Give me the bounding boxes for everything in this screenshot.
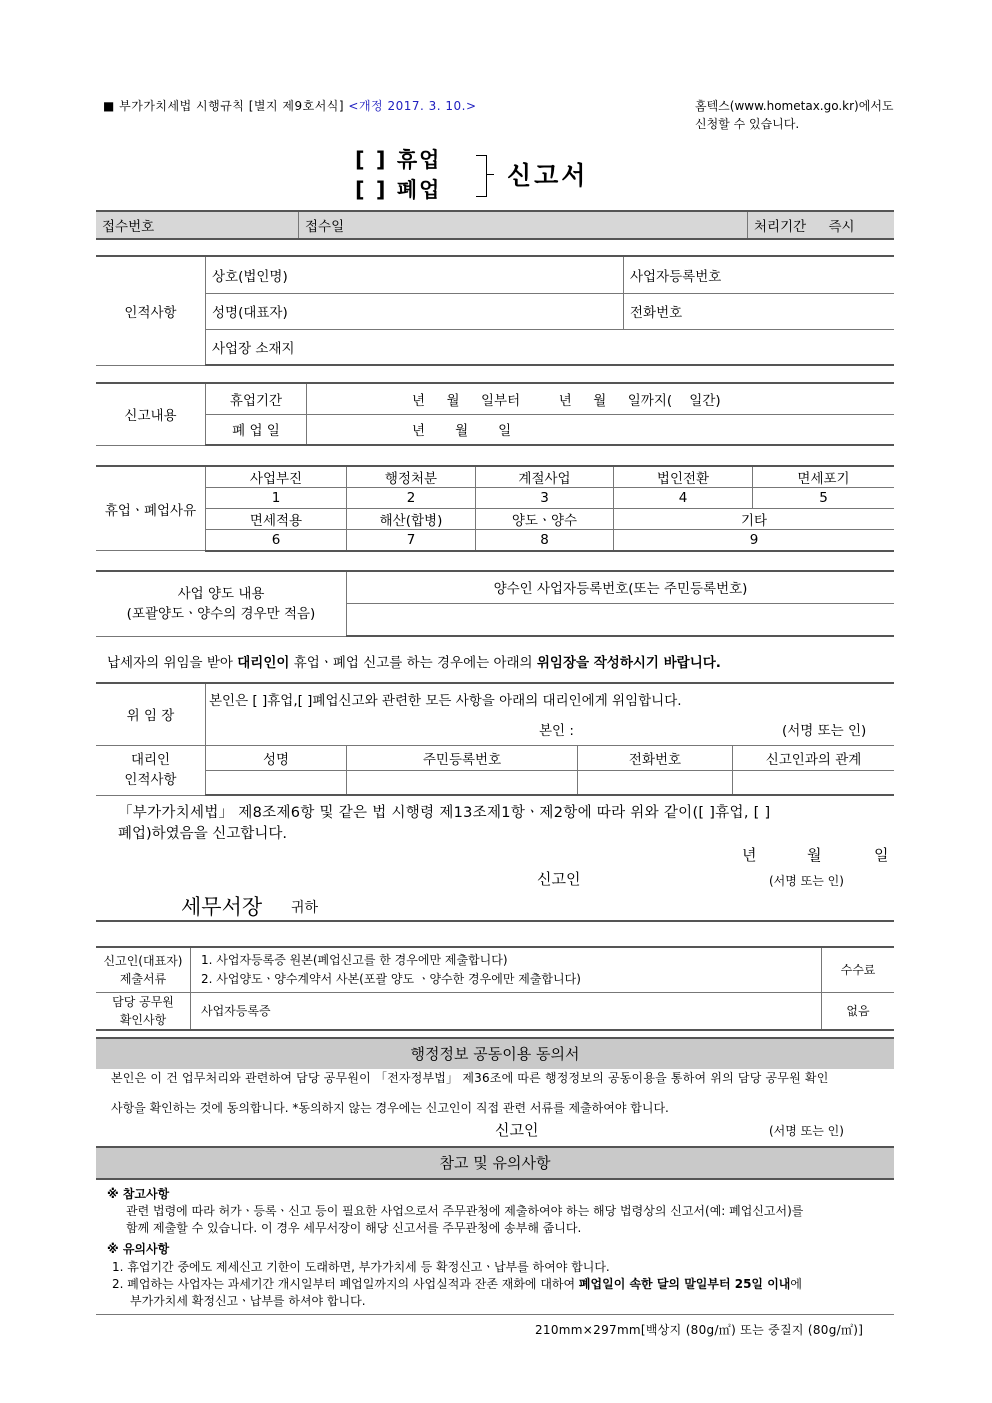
caution2-part-b: 폐업일이 속한 달의 말일부터 25일 이내 xyxy=(578,1277,791,1291)
address-label: 사업장 소재지 xyxy=(212,340,295,357)
consent-line1: 본인은 이 건 업무처리와 관련하여 담당 공무원이 「전자정부법」 제36조에 따른 행정정보의 공동이용을 통하여 위의 담당 공무원 확인 xyxy=(111,1071,829,1085)
submit-item2: 2. 사업양도ㆍ양수계약서 사본(포괄 양도 ㆍ양수한 경우에만 제출합니다) xyxy=(201,971,581,986)
officer-check-item: 사업자등록증 xyxy=(191,992,822,1030)
reason-label: 해산(합병) xyxy=(347,509,476,530)
reason-code-cell[interactable]: 5 xyxy=(753,488,895,509)
submit-item1: 1. 사업자등록증 원본(폐업신고를 한 경우에만 제출합니다) xyxy=(201,952,508,967)
title-brace xyxy=(476,155,487,197)
footer-divider xyxy=(96,1314,894,1315)
fee-label: 수수료 xyxy=(822,947,895,992)
submit-label1: 신고인(대표자) xyxy=(103,953,183,968)
processing-period-cell xyxy=(748,211,895,239)
reason-label: 법인전환 xyxy=(614,466,753,488)
caution-item1: 1. 휴업기간 중에도 제세신고 기한이 도래하면, 부가가치세 등 확정신고ㆍ납부를 하여야 합니다. xyxy=(112,1260,610,1274)
transfer-label1: 사업 양도 내용 xyxy=(177,585,265,602)
form-id: ■ 부가가치세법 시행규칙 [별지 제9호서식] xyxy=(103,99,345,113)
addressee: 세무서장 xyxy=(181,895,263,919)
officer-label2: 확인사항 xyxy=(119,1012,167,1027)
receipt-number-cell[interactable] xyxy=(96,211,299,239)
identity-table xyxy=(96,255,894,366)
reference-heading: ※ 참고사항 xyxy=(107,1187,170,1201)
suspension-period-field[interactable]: 년 월 일부터 년 월 일까지( 일간) xyxy=(307,383,895,414)
notes-title: 참고 및 유의사항 xyxy=(96,1146,894,1178)
notice-part-b: 대리인이 xyxy=(237,655,290,671)
title-option-suspension: [ ] 휴업 xyxy=(355,148,442,172)
addressee-honorific: 귀하 xyxy=(291,900,319,916)
principal-label: 본인 : xyxy=(539,723,574,739)
reason-code-cell[interactable]: 9 xyxy=(614,530,895,551)
reason-label: 면세포기 xyxy=(753,466,895,488)
transfer-table xyxy=(96,570,894,637)
receipt-number-label: 접수번호 xyxy=(102,219,155,235)
declaration-year: 년 xyxy=(742,846,757,864)
representative-name-label: 성명(대표자) xyxy=(212,305,288,321)
biz-reg-no-label: 사업자등록번호 xyxy=(630,268,722,285)
agent-label2: 인적사항 xyxy=(124,772,177,788)
agent-phone-field[interactable] xyxy=(578,770,733,795)
biz-reg-no-field[interactable] xyxy=(624,256,895,293)
delegation-notice xyxy=(107,651,721,671)
reason-code-cell[interactable]: 8 xyxy=(476,530,614,551)
reason-code-cell[interactable]: 3 xyxy=(476,488,614,509)
receipt-date-cell[interactable] xyxy=(299,211,748,239)
notice-part-c: 휴업ㆍ폐업 신고를 하는 경우에는 아래의 xyxy=(289,655,537,671)
agent-section-label xyxy=(96,745,206,795)
caution-item2-line2: 부가가치세 확정신고ㆍ납부를 하셔야 합니다. xyxy=(130,1294,366,1308)
revision-note: <개정 2017. 3. 10.> xyxy=(348,99,477,113)
submit-docs-list xyxy=(191,947,822,992)
transferee-reg-no-field[interactable] xyxy=(347,603,895,636)
reasons-section-label: 휴업ㆍ폐업사유 xyxy=(96,466,206,551)
reason-code-cell[interactable]: 7 xyxy=(347,530,476,551)
principal-sign-row xyxy=(209,719,888,743)
company-name-label: 상호(법인명) xyxy=(212,268,288,285)
reason-code-cell[interactable]: 2 xyxy=(347,488,476,509)
representative-name-field[interactable] xyxy=(206,293,624,329)
reason-label: 면세적용 xyxy=(206,509,347,530)
documents-table xyxy=(96,946,894,1031)
agent-col-header: 성명 xyxy=(206,745,347,770)
report-table xyxy=(96,382,894,446)
phone-field[interactable] xyxy=(624,293,895,329)
agent-col-header: 전화번호 xyxy=(578,745,733,770)
submit-label2: 제출서류 xyxy=(119,971,167,986)
transfer-label2: (포괄양도ㆍ양수의 경우만 적음) xyxy=(126,605,316,622)
caution-heading: ※ 유의사항 xyxy=(107,1242,170,1256)
suspension-period-label: 휴업기간 xyxy=(206,383,307,414)
delegation-section-label: 위 임 장 xyxy=(96,683,206,745)
form-id-line xyxy=(103,97,477,114)
declaration-line2: 폐업)하였음을 신고합니다. xyxy=(118,826,287,842)
reason-label: 기타 xyxy=(614,509,895,530)
paper-spec: 210mm×297mm[백상지 (80g/㎡) 또는 중질지 (80g/㎡)] xyxy=(535,1323,864,1337)
officer-check-label xyxy=(96,992,191,1030)
declarant-label: 신고인 xyxy=(537,870,581,888)
declaration-month: 월 xyxy=(807,846,822,864)
reason-label: 행정처분 xyxy=(347,466,476,488)
reasons-table xyxy=(96,465,894,552)
notice-part-a: 납세자의 위임을 받아 xyxy=(107,655,238,671)
principal-sign[interactable]: (서명 또는 인) xyxy=(782,723,867,739)
reason-code-cell[interactable]: 1 xyxy=(206,488,347,509)
declaration-line1: 「부가가치세법」 제8조제6항 및 같은 법 시행령 제13조제1항ㆍ제2항에 따라 위와 같이([ ]휴업, [ ] xyxy=(118,805,771,821)
transferee-header: 양수인 사업자등록번호(또는 주민등록번호) xyxy=(347,571,895,603)
identity-section-label: 인적사항 xyxy=(96,256,206,365)
page-title: 신고서 xyxy=(507,161,589,190)
reason-code-cell[interactable]: 4 xyxy=(614,488,753,509)
consent-line2: 사항을 확인하는 것에 동의합니다. *동의하지 않는 경우에는 신고인이 직접 관련 서류를 제출하여야 합니다. xyxy=(111,1101,669,1115)
delegation-text: 본인은 [ ]휴업,[ ]폐업신고와 관련한 모든 사항을 아래의 대리인에게 위임합니다. xyxy=(209,693,682,709)
title-option-closure: [ ] 폐업 xyxy=(355,178,442,202)
agent-relationship-field[interactable] xyxy=(733,770,895,795)
hometax-line2: 신청할 수 있습니다. xyxy=(695,117,800,131)
agent-label1: 대리인 xyxy=(130,752,171,768)
notes-divider xyxy=(96,1178,894,1180)
receipt-table xyxy=(96,210,894,240)
officer-label1: 담당 공무원 xyxy=(112,994,174,1009)
processing-period-label: 처리기간 xyxy=(754,219,807,235)
report-section-label: 신고내용 xyxy=(96,383,206,445)
declaration-day: 일 xyxy=(874,846,889,864)
caution-item2 xyxy=(112,1275,802,1292)
closure-date-field[interactable]: 년 월 일 xyxy=(307,414,895,445)
phone-label: 전화번호 xyxy=(630,305,683,321)
address-field[interactable] xyxy=(206,329,895,365)
reason-label: 사업부진 xyxy=(206,466,347,488)
consent-sign[interactable]: (서명 또는 인) xyxy=(769,1124,844,1138)
receipt-date-label: 접수일 xyxy=(305,219,345,235)
transfer-section-label xyxy=(96,571,347,636)
reason-label: 계절사업 xyxy=(476,466,614,488)
hometax-line1: 홈텍스(www.hometax.go.kr)에서도 xyxy=(695,99,894,113)
processing-period-value: 즉시 xyxy=(828,219,855,235)
agent-col-header: 주민등록번호 xyxy=(347,745,578,770)
reason-label: 양도ㆍ양수 xyxy=(476,509,614,530)
caution2-part-a: 2. 폐업하는 사업자는 과세기간 개시일부터 폐업일까지의 사업실적과 잔존 재화에 대하여 xyxy=(112,1277,579,1291)
reason-code-cell[interactable]: 6 xyxy=(206,530,347,551)
caution2-part-c: 에 xyxy=(790,1277,802,1291)
reference-line2: 함께 제출할 수 있습니다. 이 경우 세무서장이 해당 신고서를 주무관청에 송부해 줍니다. xyxy=(126,1221,582,1235)
consent-declarant: 신고인 xyxy=(495,1121,539,1139)
delegation-statement xyxy=(206,683,895,745)
agent-name-field[interactable] xyxy=(206,770,347,795)
declaration-divider xyxy=(96,920,894,922)
fee-value: 없음 xyxy=(822,992,895,1030)
closure-date-label: 폐 업 일 xyxy=(206,414,307,445)
agent-resident-no-field[interactable] xyxy=(347,770,578,795)
submit-docs-label xyxy=(96,947,191,992)
notice-part-d: 위임장을 작성하시기 바랍니다. xyxy=(536,655,721,671)
company-name-field[interactable] xyxy=(206,256,624,293)
declarant-sign[interactable]: (서명 또는 인) xyxy=(769,874,844,888)
title-brace-tip xyxy=(486,174,494,175)
hometax-note xyxy=(695,97,894,133)
reference-line1: 관련 법령에 따라 허가ㆍ등록ㆍ신고 등이 필요한 사업으로서 주무관청에 제출하여야 하는 해당 법령상의 신고서(예: 폐업신고서)를 xyxy=(126,1204,804,1218)
delegation-table xyxy=(96,682,894,796)
consent-title: 행정정보 공동이용 동의서 xyxy=(96,1037,894,1069)
agent-col-header: 신고인과의 관계 xyxy=(733,745,895,770)
